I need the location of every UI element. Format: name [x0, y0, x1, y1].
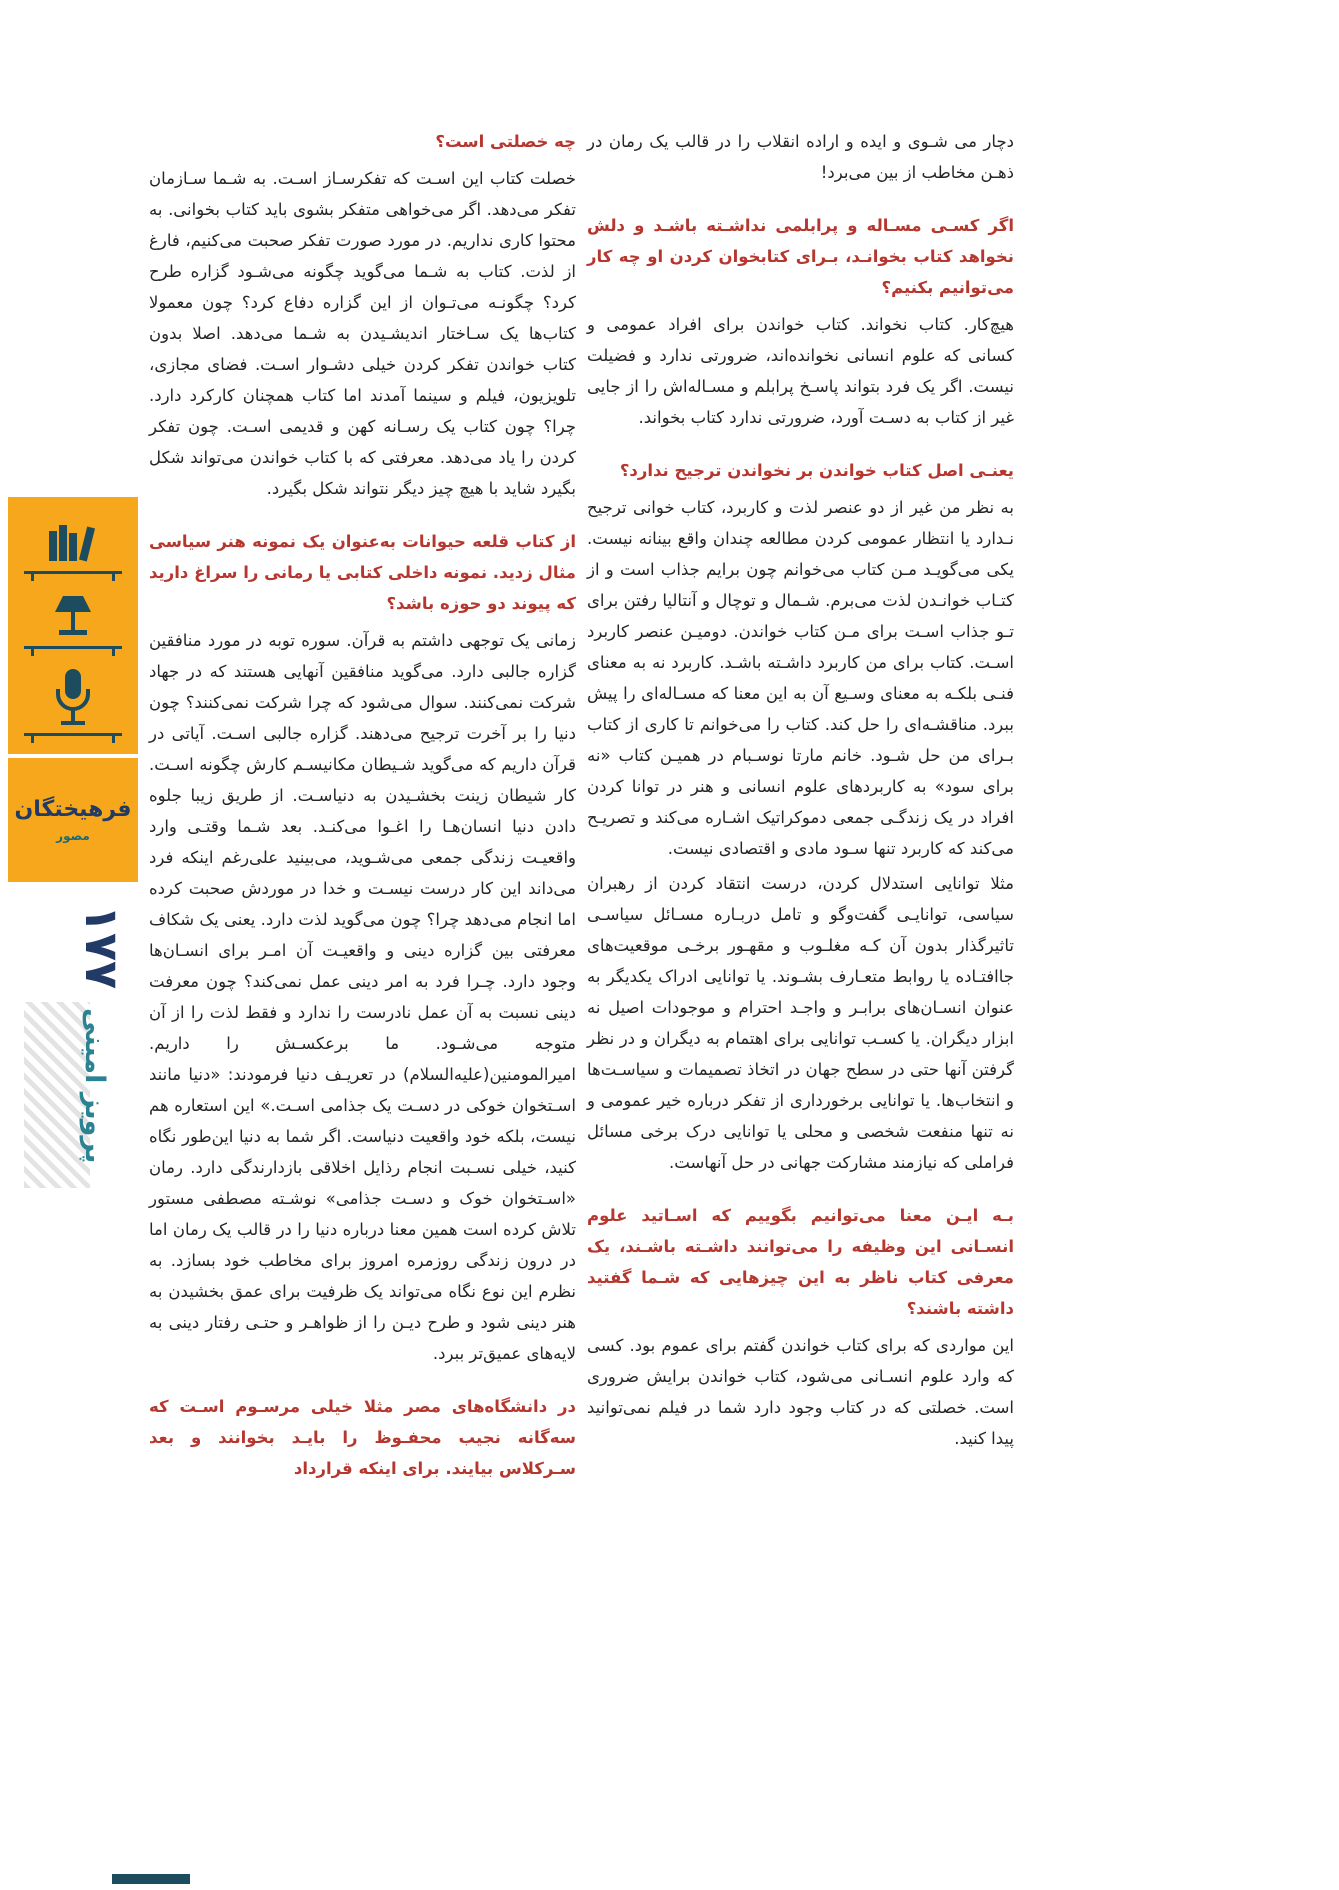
shelf-divider: [24, 571, 122, 574]
interview-answer: به نظر من غیر از دو عنصر لذت و کاربرد، کتاب خوانی ترجیح نـدارد یا انتظار عمومی کردن مطالعه چندان واقع بینانه نیست. یکی می‌گویـد مـن کتاب می‌خوانم چون برایم جذاب است و از کتـاب خوانـدن لذت می‌برم. شـمال و توچال و آنتالیا رفتن برای تـو جذاب اسـت برای مـن کتاب خواندن. دومیـن عنصر کاربرد اسـت. کتاب برای من کاربرد داشـته باشـد. کاربرد نه به معنای فنـی بلکـه به معنای وسـیع آن به این معنا که مسـاله‌ای را پیش ببرد. مناقشـه‌ای را حل کند. کتاب را می‌خوانم تا کاری از کتاب بـرای من حل شـود. خانم مارتا نوسـبام در همیـن کتاب «نه برای سود» به کاربردهای علوم انسانی و هنر در توانا کردن افراد در یک زندگـی جمعی دموکراتیک اشـاره می‌کند و تصریـح می‌کند که کاربرد تنها سـود مادی و اقتصادی نیست.: [587, 498, 1014, 858]
lamp-icon: [8, 586, 138, 644]
sidebar: [8, 497, 138, 882]
interview-answer: خصلت کتاب این اسـت که تفکرسـاز اسـت. به شـما سـازمان تفکر می‌دهد. اگر می‌خواهی متفکر بشوی باید کتاب بخوانی. به محتوا کاری نداریم. در مورد صورت تفکر صحبت می‌کنیم، فارغ از لذت. کتاب به شـما می‌گوید چگونه می‌شـود گزاره طرح کرد؟ چگونـه می‌تـوان از این گزاره دفاع کرد؟ چون معمولا کتاب‌ها یک سـاختار اندیشـیدن به شـما می‌دهد. اصلا بدون کتاب خواندن تفکر کردن خیلی دشـوار اسـت. فضای مجازی، تلویزیون، فیلم و سینما آمدند اما کتاب همچنان کارکرد دارد. چرا؟ چون کتاب یک رسـانه کهن و قدیمی اسـت. چون تفکر کردن را یاد می‌دهد. معرفتی که با کتاب خواندن می‌تواند شکل بگیرد شاید با هیچ چیز دیگر نتواند شکل بگیرد.: [149, 169, 576, 498]
interview-question: بـه ایـن معنا می‌توانیم بگوییم که اسـاتید علوم انسـانی این وظیفه را می‌توانند داشـته باشـند، یک معرفی کتاب ناظر به این چیزهایی که شـما گفتید داشته باشند؟: [587, 1206, 1014, 1318]
brand-tile: [8, 758, 138, 882]
books-icon: [8, 515, 138, 569]
microphone-icon: [8, 661, 138, 731]
interview-question: در دانشگاه‌های مصر مثلا خیلی مرسـوم اسـت که سه‌گانه نجیب محفـوظ را بایـد بخوانند و بعد سـرکلاس بیایند. برای اینکه قرارداد: [149, 1397, 576, 1478]
shelf-divider: [24, 733, 122, 736]
interview-question: یعنـی اصل کتاب خواندن بر نخواندن ترجیح ندارد؟: [619, 461, 1014, 480]
shelf-divider: [24, 646, 122, 649]
interview-answer: زمانی یک توجهی داشتم به قرآن. سوره توبه در مورد منافقین گزاره جالبی دارد. می‌گوید منافقین آنهایی هستند که در جهاد شرکت نمی‌کنند. سوال می‌شود که چرا شرکت نمی‌کنند؟ چون دنیا را بر آخرت ترجیح می‌دهند. گزاره جالبی اسـت. آیاتی در قرآن داریم که می‌گوید شـیطان مکانیسـم کارش چگونه اسـت. کار شیطان زینت بخشـیدن به دنیاسـت. از طریق زیبا جلوه دادن دنیا انسان‌هـا را اغـوا می‌کنـد. بعد شـما وقتـی وارد واقعیـت زندگی جمعی می‌شـوید، می‌بینید علی‌رغم اینکه فرد می‌داند این کار درست نیسـت و خدا در موردش صحبت کرده اما انجام می‌دهد چرا؟ چون می‌گوید لذت دارد. یعنی یک شکاف معرفتی بین گزاره دینی و واقعیـت آن امـر برای انسـان‌ها وجود دارد. چـرا فرد به امر دینی عمل نمی‌کند؟ چون معرفت دینی نسبت به آن عمل نادرست را ندارد و فقط لذت را از آن متوجه می‌شـود. ما برعکسـش را داریم. امیرالمومنین(علیه‌السلام) در تعریـف دنیا فرمودند: «دنیا مانند اسـتخوان خوکی در دسـت یک جذامی اسـت.» این استعاره هم نیست، بلکه خود واقعیت دنیاست. اگر شما به دنیا این‌طور نگاه کنید، خیلی نسـبت انجام رذایل اخلاقی بازدارندگی دارد. رمان «اسـتخوان خوک و دسـت جذامی» نوشـته مصطفی مستور تلاش کرده است همین معنا درباره دنیا را در قالب یک رمان اما در درون زندگی روزمره امروز برای مخاطب خود بسازد. به نظرم این نوع نگاه می‌تواند یک ظرفیت برای عمق بخشیدن به هنر دینی شود و طرح دیـن را از ظواهـر و حتـی رفتار دینی به لایه‌های عمیق‌تر ببرد.: [149, 631, 576, 1363]
interview-question: اگر کسـی مسـاله و پرابلمی نداشـته باشـد و دلش نخواهد کتاب بخوانـد، بـرای کتابخوان کردن او چه کار می‌توانیم بکنیم؟: [587, 216, 1014, 297]
author-name-vertical: پرویز امینی: [79, 1008, 110, 1164]
interview-question: چه خصلتی است؟: [435, 132, 576, 151]
interview-question: از کتاب قلعه حیوانات به‌عنوان یک نمونه هنر سیاسی مثال زدید. نمونه داخلی کتابی یا رمانی را سراغ دارید که پیوند دو حوزه باشد؟: [149, 532, 576, 613]
brand-sublabel: مصور: [56, 829, 90, 843]
interview-answer: هیچ‌کار. کتاب نخواند. کتاب خواندن برای افراد عمومی و کسانی که علوم انسانی نخوانده‌اند، ضرورتی ندارد و فضیلت نیست. اگر یک فرد بتواند پاسـخ پرابلم و مسـاله‌اش را از جایی غیر از کتاب به دسـت آورد، ضرورتی ندارد کتاب بخواند.: [587, 315, 1014, 427]
article-column-right: [587, 126, 1014, 1458]
article-column-left: [149, 126, 576, 1490]
interview-answer: مثلا توانایی استدلال کردن، درست انتقاد کردن از رهبران سیاسی، توانایـی گفت‌وگو و تامل دربـاره مسـائل سیاسـی تاثیرگذار بدون آن کـه مغلـوب و مقهـور برخـی موقعیت‌های جاافتـاده یا روابط متعـارف بشـوند. یا توانایی ادراک یکدیگر به عنوان انسـان‌های برابـر و واجـد احترام و موجودات اصیل نه ابزار دیگران. یا کسـب توانایی برای اهتمام به دیگران و در نظر گرفتن آنها حتی در سطح جهان در اتخاذ تصمیمات و سیاسـت‌ها و انتخاب‌ها. یا توانایی برخورداری از تفکر درباره خیر عمومی و نه تنها منفعت شخصی و محلی یا توانایی درک برخی مسائل فراملی که نیازمند مشارکت جهانی در حل آنهاست.: [587, 874, 1014, 1172]
interview-answer: دچار می شـوی و ایده و اراده انقلاب را در قالب یک رمان در ذهـن مخاطب از بین می‌برد!: [587, 132, 1014, 182]
interview-answer: این مواردی که برای کتاب خواندن گفتم برای عموم بود. کسی که وارد علوم انسـانی می‌شود، کتاب خواندن برایش ضروری است. خصلتی که در کتاب وجود دارد شما در فیلم نمی‌توانید پیدا کنید.: [587, 1336, 1014, 1448]
page-edge-bar: [112, 1874, 190, 1884]
page-number: ۱۷۷: [75, 904, 129, 990]
sidebar-icon-tile: [8, 497, 138, 754]
brand-logo: فرهیختگان: [14, 797, 132, 822]
